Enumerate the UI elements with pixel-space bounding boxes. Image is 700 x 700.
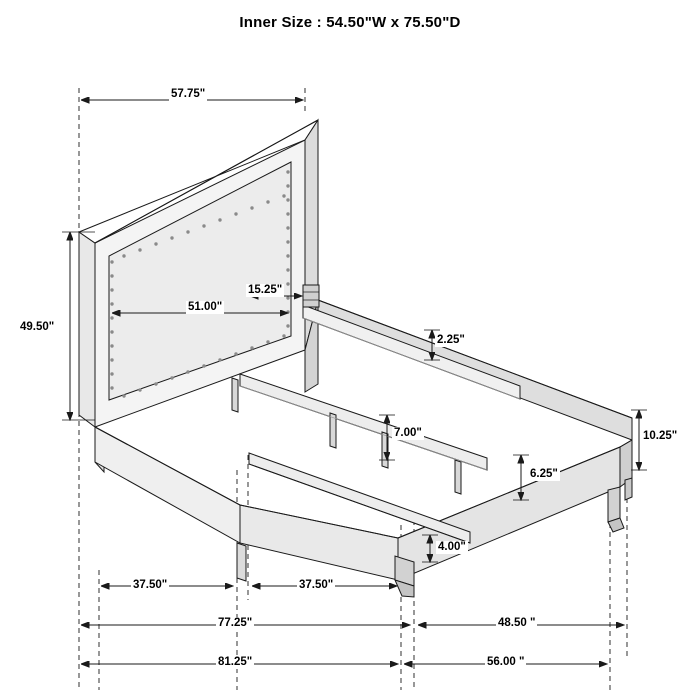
dimension-label-overall-height: 49.50" [20,321,55,333]
headboard-geometry [79,120,318,427]
dimension-label-right-span: 37.50" [299,579,334,591]
dimension-label-side-rail-height: 6.25" [530,468,558,480]
dimension-label-headboard-width: 57.75" [171,88,206,100]
rail-bracket [303,285,319,307]
dimension-label-overall-depth: 81.25" [218,656,253,668]
dimension-label-slat-height: 7.00" [394,427,422,439]
dimension-label-headboard-panel-width: 51.00" [188,301,223,313]
dimension-label-leg-height: 4.00" [438,541,466,553]
page-title: Inner Size : 54.50"W x 75.50"D [239,14,461,31]
dimension-label-deck-to-floor: 10.25" [643,430,678,442]
dimension-label-headboard-to-rail: 15.25" [248,284,283,296]
dimension-label-front-depth: 77.25" [218,617,253,629]
footboard-rail [398,440,632,580]
dimension-label-left-span: 37.50" [133,579,168,591]
dimension-label-side-depth: 48.50 " [498,617,536,629]
dimension-label-rail-thickness: 2.25" [437,334,465,346]
dimension-label-overall-width: 56.00 " [487,656,525,668]
